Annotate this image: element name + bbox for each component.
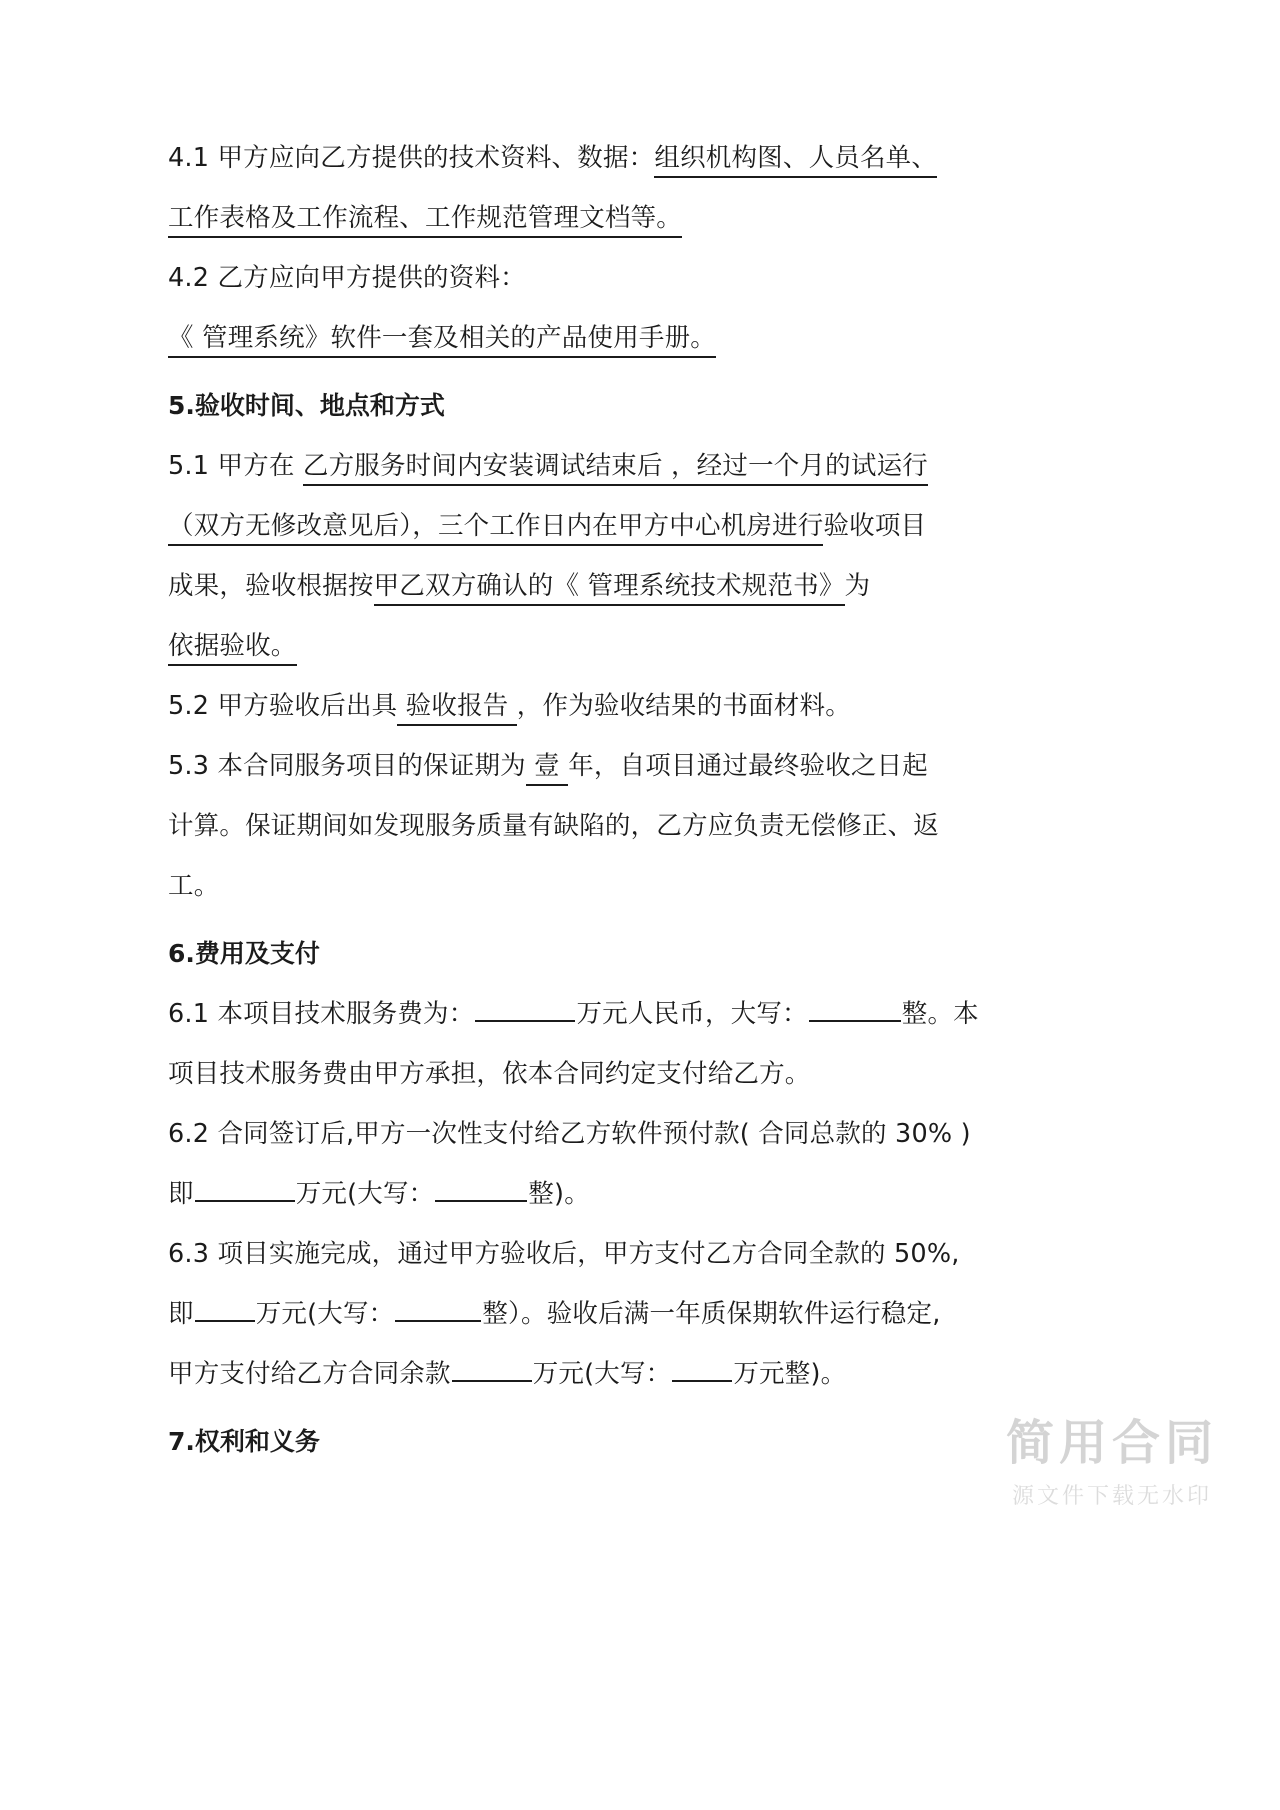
clause-line xyxy=(168,248,968,308)
clause-line xyxy=(168,308,968,368)
text-run: 甲方支付给乙方合同余款 xyxy=(168,1359,451,1389)
text-run: 5.1 甲方在 xyxy=(168,451,303,481)
paragraph-spacer xyxy=(168,368,968,376)
text-run: 4.2 乙方应向甲方提供的资料： xyxy=(168,263,526,293)
clause-line xyxy=(168,1104,971,1164)
clause-line xyxy=(168,188,968,248)
text-run: 6.2 合同签订后,甲方一次性支付给乙方软件预付款( 合同总款的 30% ) xyxy=(168,1119,971,1149)
clause-5-2 xyxy=(168,676,968,736)
underlined-run: 验收报告 xyxy=(397,691,516,726)
clause-line xyxy=(168,676,968,736)
underlined-run: 甲乙双方确认的《 管理系统技术规范书》 xyxy=(374,571,845,606)
heading-text: 7.权利和义务 xyxy=(168,1427,320,1456)
text-run: ，作为验收结果的书面材料。 xyxy=(516,691,851,721)
text-run: 4.1 甲方应向乙方提供的技术资料、数据： xyxy=(168,143,655,173)
fill-in-blank[interactable] xyxy=(195,1293,255,1322)
fill-in-blank[interactable] xyxy=(809,993,901,1022)
text-run: 万元人民币，大写： xyxy=(576,999,808,1029)
clause-line xyxy=(168,436,968,496)
underlined-run: 《 管理系统》软件一套及相关的产品使用手册。 xyxy=(168,323,716,358)
text-run: 即 xyxy=(168,1299,194,1329)
clause-line xyxy=(168,1344,968,1404)
text-run: 整。本 xyxy=(901,999,979,1029)
clause-6-2 xyxy=(168,1104,971,1224)
fill-in-blank[interactable] xyxy=(195,1173,295,1202)
clause-line xyxy=(168,1044,968,1104)
heading-text: 6.费用及支付 xyxy=(168,939,320,968)
watermark-main-text: 简用合同 xyxy=(1005,1414,1218,1471)
text-run: 6.3 项目实施完成，通过甲方验收后，甲方支付乙方合同全款的 50%, xyxy=(168,1239,960,1269)
clause-line xyxy=(168,1224,968,1284)
fill-in-blank[interactable] xyxy=(475,993,575,1022)
clause-5-1 xyxy=(168,436,968,676)
clause-4-1 xyxy=(168,128,968,248)
section-heading-5 xyxy=(168,376,968,436)
text-run: 即 xyxy=(168,1179,194,1209)
text-run: 工。 xyxy=(168,871,220,901)
fill-in-blank[interactable] xyxy=(452,1353,532,1382)
fill-in-blank[interactable] xyxy=(672,1353,732,1382)
clause-line xyxy=(168,1164,968,1224)
text-run: 验收项目 xyxy=(823,511,927,541)
text-run: 万元(大写： xyxy=(255,1299,395,1329)
heading-text: 5.验收时间、地点和方式 xyxy=(168,391,445,420)
clause-line xyxy=(168,856,968,916)
watermark xyxy=(1006,1416,1218,1510)
text-run: 6.1 本项目技术服务费为： xyxy=(168,999,475,1029)
clause-6-1 xyxy=(168,984,979,1104)
clause-line xyxy=(168,496,968,556)
text-run: 为 xyxy=(844,571,871,601)
clause-line xyxy=(168,616,968,676)
clause-line xyxy=(168,796,968,856)
text-run: 5.3 本合同服务项目的保证期为 xyxy=(168,751,526,781)
clause-6-3 xyxy=(168,1224,968,1404)
clause-line xyxy=(168,128,968,188)
text-run: 5.2 甲方验收后出具 xyxy=(168,691,398,721)
text-run: 计算。保证期间如发现服务质量有缺陷的，乙方应负责无偿修正、返 xyxy=(168,811,940,841)
underlined-run: 壹 xyxy=(526,751,568,786)
fill-in-blank[interactable] xyxy=(395,1293,481,1322)
paragraph-spacer xyxy=(168,916,968,924)
text-run: 整)。 xyxy=(528,1179,590,1209)
clause-line xyxy=(168,984,979,1044)
text-run: 整）。验收后满一年质保期软件运行稳定, xyxy=(482,1299,941,1329)
document-body xyxy=(168,128,979,1472)
text-run: 万元整)。 xyxy=(733,1359,847,1389)
underlined-run: （双方无修改意见后），三个工作日内在甲方中心机房进行 xyxy=(168,511,823,546)
clause-line xyxy=(168,1284,968,1344)
clause-4-2 xyxy=(168,248,968,368)
text-run: 项目技术服务费由甲方承担，依本合同约定支付给乙方。 xyxy=(168,1059,811,1089)
clause-line xyxy=(168,556,968,616)
underlined-run: 乙方服务时间内安装调试结束后 ，经过一个月的试运行 xyxy=(303,451,928,486)
watermark-sub-text: 源文件下载无水印 xyxy=(1011,1484,1212,1509)
text-run: 成果，验收根据按 xyxy=(168,571,374,601)
clause-line xyxy=(168,736,968,796)
text-run: 年，自项目通过最终验收之日起 xyxy=(568,751,928,781)
fill-in-blank[interactable] xyxy=(435,1173,527,1202)
clause-5-3 xyxy=(168,736,968,916)
paragraph-spacer xyxy=(168,1404,968,1412)
text-run: 万元(大写： xyxy=(532,1359,672,1389)
underlined-run: 依据验收。 xyxy=(168,631,297,666)
section-heading-6 xyxy=(168,924,968,984)
underlined-run: 工作表格及工作流程、工作规范管理文档等。 xyxy=(168,203,682,238)
section-heading-7 xyxy=(168,1412,968,1472)
text-run: 万元(大写： xyxy=(295,1179,435,1209)
underlined-run: 组织机构图、人员名单、 xyxy=(654,143,937,178)
